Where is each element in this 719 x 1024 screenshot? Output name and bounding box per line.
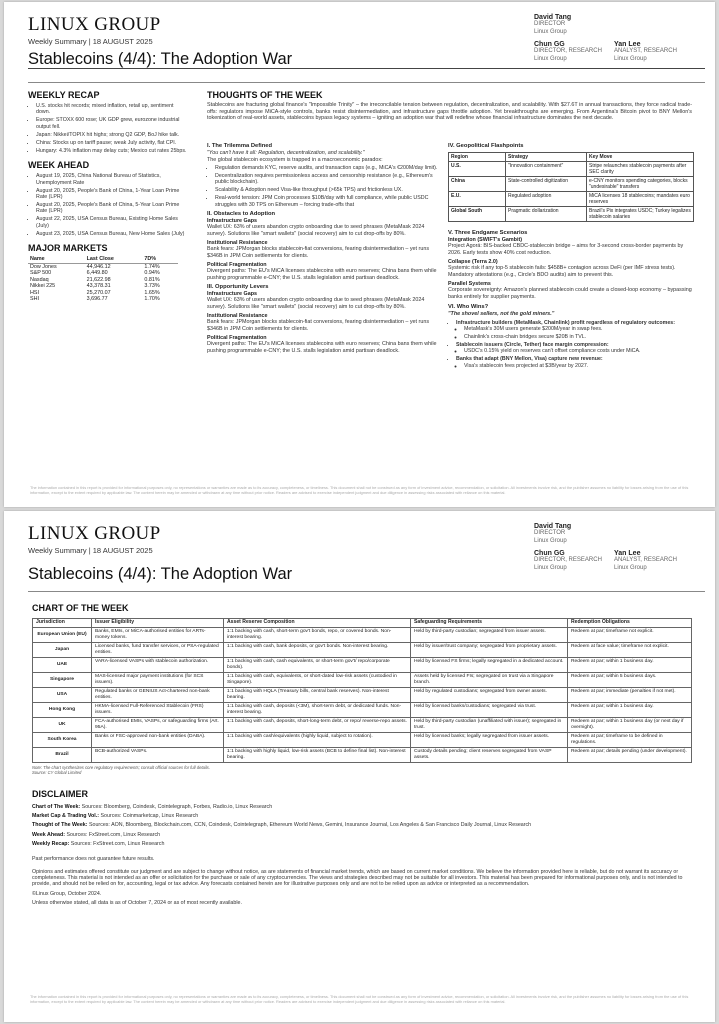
list-item [456,342,694,355]
thoughts-heading: THOUGHTS OF THE WEEK [207,90,323,100]
sub-list [456,348,694,354]
market-close: 3,696.77 [86,296,108,303]
table-cell: Redeem at par; details pending (under development). [568,747,692,762]
scenario-title: Parallel Systems [448,281,491,287]
market-change: 1.70% [144,296,160,303]
market-close: 25,270.07 [86,289,111,296]
report-title: Stablecoins (4/4): The Adoption War [28,565,293,583]
market-change: 1.65% [144,289,160,296]
table-row [28,263,178,270]
table-row [33,658,692,673]
source-line [32,813,692,819]
table-cell: Held by issuer/trust company; segregated from proprietary assets. [411,643,568,658]
market-change: 3.73% [144,283,160,290]
geo-region: China [449,177,506,192]
table-cell: Redeem at par; within 5 business days. [568,673,692,688]
subsection-text: Divergent paths: The EU's MiCA licenses stablecoins with euro reserves; China bans them while pushing programmable e-CNY; the U.S. stalls legislation amid partisan deadlock. [207,341,437,354]
table-cell: Custody details pending; client reserves segregated from VASP assets. [411,747,568,762]
table-cell: 1:1 backing with cash/equivalents (highly liquid, subject to rotation). [224,732,411,747]
table-cell: Redeem at par; within 1 business day. [568,658,692,673]
list-item: • August 20, 2025, People's Bank of China, 5-Year Loan Prime Rate (LPR) [36,202,188,215]
major-markets-heading: MAJOR MARKETS [28,243,108,254]
page-footer: The information contained in this report is provided for informational purposes only, no representations or warranties are made as to its accuracy, completeness, or timeliness. This document shall not be construed as any form of investment advice, recommendation, or solicitation. All investments involve risk, and the publisher assumes no liability for losses arising from the use of this information, except to the extent required by applicable law. The content herein may be amended or withdrawn at any time without prior notice. Readers are advised to exercise independent judgment and due diligence in assessing risks associated with reliance on this material. [30,994,689,1004]
market-change: 0.81% [144,276,160,283]
table-row [33,732,692,747]
geo-region: U.S. [449,162,506,177]
table-header-row [33,619,692,628]
table-row [33,688,692,703]
analyst-card [614,41,677,63]
list-item: • China: Stocks up on tariff pause; weak July activity, flat CPI. [36,140,188,146]
title-divider [28,82,705,83]
table-header-row [449,153,694,162]
subsection-text: Bank fears: JPMorgan blocks stablecoin-fiat conversions, fearing disintermediation – yet runs $346B in JPM Coin settlements for clients. [207,319,430,332]
geo-move: Brazil's Pix integrates USDC; Turkey legalizes stablecoin salaries [587,207,694,222]
weekly-recap-heading: WEEKLY RECAP [28,90,100,100]
list-item: ◦ Visa's stablecoin fees projected at $3B/year by 2027. [464,363,694,369]
column-header: Last Close [85,256,143,263]
section-title: V. Three Endgame Scenarios [448,230,528,236]
table-row [33,703,692,718]
source-line [32,832,692,838]
section-title: I. The Trilemma Defined [207,143,273,149]
market-close: 43,378.31 [86,283,111,290]
list-item: • Regulation demands KYC, reserve audits, and transaction caps (e.g., MiCA's €200M/day limit). [215,165,443,171]
table-row [449,207,694,222]
source-label: Chart of The Week: [32,803,81,810]
column-header: 7D% [142,256,178,263]
table-cell: Banks or FSC-approved non-bank entities (DABA). [92,732,224,747]
report-subtitle: Weekly Summary | 18 AUGUST 2025 [28,37,153,46]
past-performance-note: Past performance does not guarantee future results. [32,856,155,863]
table-cell: Held by third-party custodian (unaffiliated with issuer); segregated in trust. [411,717,568,732]
source-text: Sources: AON, Bloomberg, Blockchain.com, CCN, Coindesk, Cointelegraph, Ethereum World News, Gemini, Insurance Journal, Los Angeles & San Francisco Daily Journal, Linux Research [89,822,532,829]
jurisdiction-cell: Hong Kong [33,703,92,718]
source-line [32,804,692,810]
column-header: Name [28,256,85,263]
disclaimer-section [32,789,692,906]
subsection-title: Institutional Resistance [207,313,268,320]
table-row [33,628,692,643]
table-cell: 1:1 backing with cash, short-term gov't bonds, repo, or covered bonds. Non-interest bearing. [224,628,411,643]
table-cell: 1:1 backing with cash, deposits (<3M), short-term debt, or dedicated funds. Non-interest bearing. [224,703,411,718]
table-row [28,283,178,290]
source-line [32,822,692,828]
table-row [449,162,694,177]
copyright-line: ©Linux Group, October 2024. [32,890,102,897]
subsection-title: Political Fragmentation [207,335,267,342]
thoughts-section [207,90,692,122]
table-row [28,270,178,277]
source-label: Week Ahead: [32,831,65,838]
table-cell: Licensed banks, fund transfer services, or PSA-regulated entities. [92,643,224,658]
table-cell: Held by licensed banks/custodians; segregated via trust. [411,703,568,718]
list-item: • August 22, 2025, USA Census Bureau, Existing Home Sales (July) [36,216,188,229]
disclaimer-heading: DISCLAIMER [32,788,88,799]
table-row [28,296,178,303]
thoughts-intro: Stablecoins are fracturing global finance's "Impossible Trinity" – the irreconcilable tension between regulation, decentralization, and scalability. With $27.6T in annual transactions, they force radical trade-offs: regulators impose MiCA-style controls, banks resist disintermediation, and infrastructure gaps throttle adoption. Yet breakthroughs are emerging. From Argentina's Bitcoin pivot to BNY Mellon's tokenization of real-world assets, stablecoins bypass legacy systems – igniting an adoption war that will redefine whose financial infrastructure dominates the next decade. [207,102,692,121]
jurisdiction-cell: South Korea [33,732,92,747]
subsection-title: Political Fragmentation [207,262,267,269]
analyst-role: ANALYST, RESEARCH [614,48,677,55]
winners-list [448,320,694,370]
list-item: ◦ MetaMask's 30M users generate $200M/year in swap fees. [464,326,694,332]
list-item-text: Banks that adapt (BNY Mellon, Visa) capture new revenue: [456,356,603,363]
source-label: Thought of The Week: [32,822,88,829]
table-row [33,643,692,658]
list-item: • August 23, 2025, USA Census Bureau, New Home Sales (July) [36,231,188,237]
table-cell: 1:1 backing with HQLA (Treasury bills, central bank reserves). Non-interest bearing. [224,688,411,703]
geopolitical-table [448,152,694,222]
geo-move: MiCA licenses 18 stablecoins; mandates euro reserves [587,192,694,207]
table-cell: 1:1 backing with cash, deposits, short-long-term debt, or repo/ reverse-repo assets. [224,717,411,732]
analyst-card [614,550,677,572]
column-header: Jurisdiction [33,619,92,628]
source-line [32,841,692,847]
report-page-2 [4,511,715,1022]
market-change: 1.74% [144,263,160,270]
column-header: Safeguarding Requirements [411,619,568,628]
table-cell: Banks, EMIs, or MiCA-authorised entities for ARTs-money tokens. [92,628,224,643]
analyst-name: Chun GG [534,41,565,48]
analyst-role: ANALYST, RESEARCH [614,557,677,564]
analyst-card [534,14,571,36]
market-close: 6,449.80 [86,270,108,277]
sub-list [456,326,694,340]
section-title: III. Opportunity Levers [207,284,269,291]
list-item: ◦ Chainlink's cross-chain bridges secure $20B in TVL. [464,334,694,340]
opinions-paragraph: Opinions and estimates offered constitute our judgment and are subject to change without notice, as are statements of financial market trends, which are based on current market conditions. We believe the information provided here is reliable, but do not warrant its accuracy or completeness. This material is not intended as an offer or solicitation for the purchase or sale of any cryptocurrencies. The views and strategies described may not be suitable for all investors. This material has been prepared for informational purposes only, and is not intended to provide, and should not be relied on for, accounting, legal or tax advice. Any forecasts contained herein are for illustrative purposes only and are not to be relied upon as advice or interpreted as a recommendation. [32,868,683,888]
subsection-text: Wallet UX: 63% of users abandon crypto onboarding due to seed phrases (MetaMask 2024 survey). Solutions like "smart wallets" (social recovery) aim to cut drop-offs by 80%. [207,224,425,237]
column-header: Key Move [587,153,694,162]
table-cell: MAS-licensed major payment institutions (for SCS issuers). [92,673,224,688]
analyst-card [534,550,602,572]
table-cell: VARA-licensed VASPs with stablecoin authorization. [92,658,224,673]
analyst-org: Linux Group [614,55,647,62]
list-item: • Real-world tension: JPM Coin processes $10B/day with full compliance, while public USDC struggles with 30 TPS on Ethereum – forcing trade-offs that [215,195,443,208]
subsection-text: Bank fears: JPMorgan blocks stablecoin-fiat conversions, fearing disintermediation – yet runs $346B in JPM Coin settlements for clients. [207,246,430,259]
analyst-name: Yan Lee [614,550,641,557]
market-name: Dow Jones [30,263,57,270]
section-quote: "You can't have it all: Regulation, decentralization, and scalability." [207,150,365,156]
analyst-org: Linux Group [534,55,567,62]
subsection-text: Wallet UX: 63% of users abandon crypto onboarding due to seed phrases (MetaMask 2024 survey). Solutions like "smart wallets" (social recovery) aim to cut drop-offs by 80%. [207,297,425,310]
jurisdiction-cell: USA [33,688,92,703]
source-text: Sources: FxStreet.com, Linux Research [70,841,165,848]
brand-logo: LINUX GROUP [28,523,161,544]
analyst-card [534,41,602,63]
analyst-org: Linux Group [534,564,567,571]
table-cell: 1:1 backing with cash, equivalents, or short-dated low-risk assets (custodied in Singapore). [224,673,411,688]
column-header: Strategy [506,153,587,162]
scenario-title: Integration (SWIFT's Gambit) [448,237,523,243]
table-row [33,747,692,762]
analyst-card [534,523,571,545]
thoughts-column-right [448,140,694,371]
market-close: 21,622.98 [86,276,111,283]
column-header: Region [449,153,506,162]
list-item: • August 20, 2025, People's Bank of China, 1-Year Loan Prime Rate (LPR) [36,188,188,201]
section-title: IV. Geopolitical Flashpoints [448,143,524,149]
table-row [449,192,694,207]
list-item-text: Stablecoin issuers (Circle, Tether) face margin compression: [456,341,609,348]
week-ahead-list [28,173,188,237]
table-cell: FCA-authorised EMIs, VASPs, or safeguarding firms (Art. 95A). [92,717,224,732]
page-footer: The information contained in this report is provided for informational purposes only, no representations or warranties are made as to its accuracy, completeness, or timeliness. This document shall not be construed as any form of investment advice, recommendation, or solicitation. All investments involve risk, and the publisher assumes no liability for losses arising from the use of this information, except to the extent required by applicable law. The content herein may be amended or withdrawn at any time without prior notice. Readers are advised to exercise independent judgment and due diligence in assessing risks associated with reliance on this material. [30,485,689,495]
analyst-name: David Tang [534,523,572,530]
list-item: • Decentralization requires permissionless access and censorship resistance (e.g., Ethereum's public blockchain). [215,173,443,186]
table-row [33,673,692,688]
table-cell: BCB-authorized VASPs. [92,747,224,762]
sub-list [456,363,694,369]
subsection-title: Institutional Resistance [207,240,268,247]
table-cell: 1:1 backing with highly liquid, low-risk assets (BCB to define final list). Non-interest bearing. [224,747,411,762]
analyst-org: Linux Group [614,564,647,571]
table-cell: Redeem at face value; timeframe not explicit. [568,643,692,658]
table-cell: Redeem at par; timeframe not explicit. [568,628,692,643]
section-title: II. Obstacles to Adoption [207,211,276,218]
list-item: • Japan: Nikkei/TOPIX hit highs; strong Q2 GDP, BoJ hike talk. [36,132,188,138]
table-row [33,717,692,732]
geo-move: Stripe relaunches stablecoin payments after SEC clarity [587,162,694,177]
table-cell: Held by licensed FS firms; legally segregated in a dedicated account. [411,658,568,673]
market-name: Nasdaq [30,276,49,283]
table-cell: 1:1 backing with cash, bank deposits, or gov't bonds. Non-interest bearing. [224,643,411,658]
list-item: • Scalability & Adoption need Visa-like throughput (>65k TPS) and frictionless UX. [215,187,443,193]
analyst-role: DIRECTOR [534,530,566,537]
list-item: • U.S. stocks hit records; mixed inflation, retail up, sentiment down. [36,103,188,116]
jurisdiction-cell: Singapore [33,673,92,688]
list-item: ◦ USDC's 0.15% yield on reserves can't offset compliance costs under MiCA. [464,348,694,354]
week-ahead-heading: WEEK AHEAD [28,160,90,171]
subsection-title: Infrastructure Gaps [207,218,258,225]
thoughts-column-left [207,140,443,354]
market-name: SHI [30,296,39,303]
data-asof-line: Unless otherwise stated, all data is as of October 7, 2024 or as of most recently available. [32,899,242,906]
column-header: Redemption Obligations [568,619,692,628]
jurisdiction-cell: UK [33,717,92,732]
geo-region: Global South [449,207,506,222]
chart-source: Source: CY Global Limited [32,769,82,775]
geo-move: e-CNY monitors spending categories, blocks "undesirable" transfers [587,177,694,192]
market-change: 0.94% [144,270,160,277]
geo-strategy: State-controlled digitization [506,177,587,192]
source-label: Market Cap & Trading Vol.: [32,813,100,820]
analyst-role: DIRECTOR, RESEARCH [534,48,602,55]
major-markets-table [28,256,178,303]
table-cell: 1:1 backing with cash, cash equivalents, or short-term gov't/ repo/corporate bonds). [224,658,411,673]
chart-of-week-heading: CHART OF THE WEEK [32,603,129,613]
subsection-title: Infrastructure Gaps [207,291,258,298]
analyst-org: Linux Group [534,537,567,544]
market-close: 44,946.12 [86,263,111,270]
regulation-table [32,618,692,763]
jurisdiction-cell: European Union (EU) [33,628,92,643]
table-cell: Redeem at par; within 1 business day (or next day if overnight). [568,717,692,732]
report-subtitle: Weekly Summary | 18 AUGUST 2025 [28,546,153,555]
section-text: The global stablecoin ecosystem is trapped in a macroeconomic paradox: [207,156,383,163]
report-title: Stablecoins (4/4): The Adoption War [28,50,293,68]
brand-logo: LINUX GROUP [28,14,161,35]
table-cell: Redeem at par; within 1 business day. [568,703,692,718]
geo-region: E.U. [449,192,506,207]
table-cell: HKMA-licensed Full-Referenced Stablecoin (FRS) issuers. [92,703,224,718]
section-title: VI. Who Wins? [448,304,489,310]
list-item: • Europe: STOXX 600 rose; UK GDP grew, eurozone industrial output fell. [36,117,188,130]
scenario-text: Systemic risk if any top-5 stablecoin fails: $458B+ contagion across DeFi (per IMF stress tests). Mandatory attestations (e.g., Circle's BDO audits) aim to prevent this. [448,265,676,278]
scenario-text: Corporate sovereignty: Amazon's planned stablecoin could create a closed-loop economy – bypassing banks entirely for supplier payments. [448,287,692,300]
chart-note: Note: The chart synthesizes core regulatory requirements; consult official sources for full details. [32,764,211,770]
list-item: • Hungary: 4.3% inflation may delay cuts; Mexico cut rates 25bps. [36,148,188,154]
source-label: Weekly Recap: [32,841,70,848]
market-name: S&P 500 [30,270,52,277]
analyst-role: DIRECTOR, RESEARCH [534,557,602,564]
list-item [456,356,694,369]
left-column [28,90,188,303]
list-item [456,320,694,341]
list-item-text: Infrastructure builders (MetaMask, Chainlink) profit regardless of regulatory outcomes: [456,319,675,326]
jurisdiction-cell: Brazil [33,747,92,762]
geo-strategy: "Innovation containment" [506,162,587,177]
column-header: Asset Reserve Composition [224,619,411,628]
source-text: Sources: FxStreet.com, Linux Research [66,831,161,838]
scenario-title: Collapse (Terra 2.0) [448,259,498,265]
geo-strategy: Pragmatic dollarization [506,207,587,222]
analyst-name: Chun GG [534,550,565,557]
scenario-text: Project Agorá: BIS-backed CBDC-stablecoin bridge – aims for 3-second cross-border payments by 2026. Early tests show 40% cost reduction. [448,243,684,256]
column-header: Issuer Eligibility [92,619,224,628]
jurisdiction-cell: Japan [33,643,92,658]
jurisdiction-cell: UAE [33,658,92,673]
table-header-row [28,256,178,263]
table-cell: Regulated banks or GENIUS Act-chartered non-bank entities. [92,688,224,703]
analyst-name: David Tang [534,14,572,21]
list-item: • August 19, 2025, China National Bureau of Statistics, Unemployment Rate [36,173,188,186]
analyst-name: Yan Lee [614,41,641,48]
subsection-text: Divergent paths: The EU's MiCA licenses stablecoins with euro reserves; China bans them while pushing programmable e-CNY; the U.S. stalls legislation amid partisan deadlock. [207,268,437,281]
table-cell: Assets held by licensed FIs; segregated on trust via a Singapore branch. [411,673,568,688]
chart-of-week-section [32,603,692,909]
market-name: Nikkei 225 [30,283,56,290]
table-cell: Held by third-party custodian; segregated from issuer assets. [411,628,568,643]
trilemma-list [207,165,443,208]
table-cell: Held by regulated custodians; segregated from owner assets. [411,688,568,703]
table-cell: Redeem at par; timeframe to be defined in regulations. [568,732,692,747]
table-cell: Held by licensed banks; legally segregated from issuer assets. [411,732,568,747]
source-text: Sources: Bloomberg, Coindesk, Cointelegraph, Forbes, Radio.io, Linux Research [81,803,273,810]
table-row [449,177,694,192]
title-divider [28,591,705,592]
analyst-role: DIRECTOR [534,21,566,28]
section-quote: "The shovel sellers, not the gold miners." [448,311,555,317]
report-page-1 [4,2,715,507]
analyst-org: Linux Group [534,28,567,35]
market-name: HSI [30,289,39,296]
table-cell: Redeem at par; immediate (penalties if not met). [568,688,692,703]
weekly-recap-list [28,103,188,154]
geo-strategy: Regulated adoption [506,192,587,207]
source-text: Sources: Coinmarketcap, Linux Research [100,813,199,820]
